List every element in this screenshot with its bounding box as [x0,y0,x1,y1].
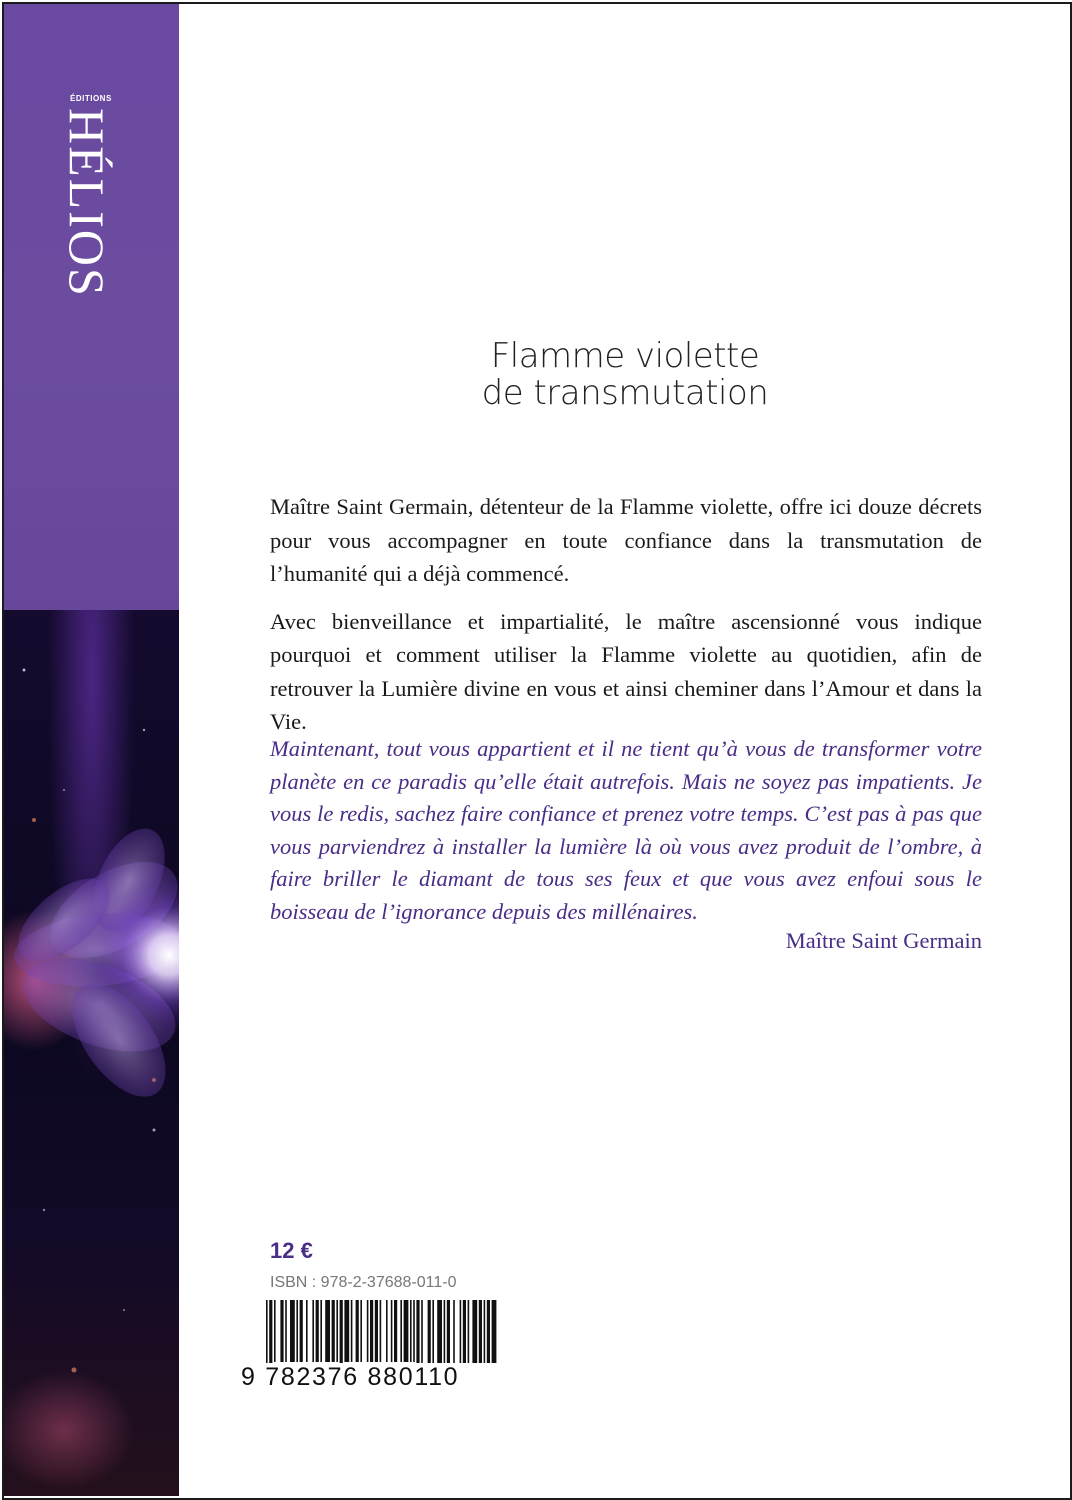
barcode-bar [394,1300,397,1362]
barcode-bar [404,1300,409,1362]
barcode-bar [386,1300,388,1362]
book-title-line-2: de transmutation [481,373,769,413]
book-title [420,338,830,412]
barcode-bar [336,1300,338,1362]
barcode-bar [312,1300,314,1362]
barcode-bar [370,1300,373,1362]
barcode-bar [280,1300,283,1362]
quote-text: Maintenant, tout vous appartient et il ne tient qu’à vous de transformer votre planète en ce paradis qu’elle était autrefois. Mais ne soyez pas impatients. Je vous le redis, sachez faire confiance et prenez votre temps. C’est pas à pas que vous parviendrez à installer la lumière là où vous avez produit de l’ombre, à faire briller le diamant de tous ses feux et que vous avez enfoui sous le boisseau de l’ignorance depuis des millénaires. [270,736,982,924]
barcode-bar [320,1300,322,1362]
book-title-line-1: Flamme violette [490,336,760,376]
isbn-label: ISBN : 978-2-37688-011-0 [270,1274,457,1291]
barcode-bar [351,1300,353,1362]
barcode-bar [332,1300,335,1362]
barcode-bar [375,1300,378,1362]
barcode-bar [316,1300,319,1362]
flower-illustration [4,610,179,1496]
description-paragraph-1: Maître Saint Germain, détenteur de la Flamme violette, offre ici douze décrets pour vous accompagner en toute confiance dans la transmutation de l’humanité qui a déjà commencé. [270,494,982,586]
publisher-logo [52,92,132,312]
barcode-bar [360,1300,362,1362]
description-paragraph-2: Avec bienveillance et impartialité, le maître ascensionné vous indique pourquoi et comment utiliser la Flamme violette au quotidien, afin de retrouver la Lumière divine en vous et ainsi cheminer dans l’Amour et dans la Vie. [270,608,982,734]
quote-attribution: Maître Saint Germain [785,928,982,953]
barcode-bar [306,1300,308,1362]
publisher-editions-label: ÉDITIONS [70,94,112,103]
barcode-bar [274,1300,276,1362]
barcode-bar [285,1300,287,1362]
cover-spine-panel [4,4,179,1496]
barcode-bar [410,1300,412,1362]
back-cover-description [270,490,982,753]
spine-flower-artwork [4,610,179,1496]
barcode-bar [290,1300,295,1362]
barcode-bar [400,1300,402,1362]
barcode-bar [413,1300,415,1362]
barcode-bar [367,1300,369,1362]
barcode-bar [325,1300,330,1362]
barcode-bar [300,1300,303,1362]
price-label: 12 € [270,1238,313,1263]
publisher-name: HÉLIOS [59,108,115,298]
barcode-digits: 9 782376 880110 [238,1363,501,1392]
barcode-bar [296,1300,298,1362]
barcode-bar [344,1300,349,1362]
barcode-bar [356,1300,359,1362]
barcode-bar [391,1300,393,1362]
barcode-bar [380,1300,382,1362]
